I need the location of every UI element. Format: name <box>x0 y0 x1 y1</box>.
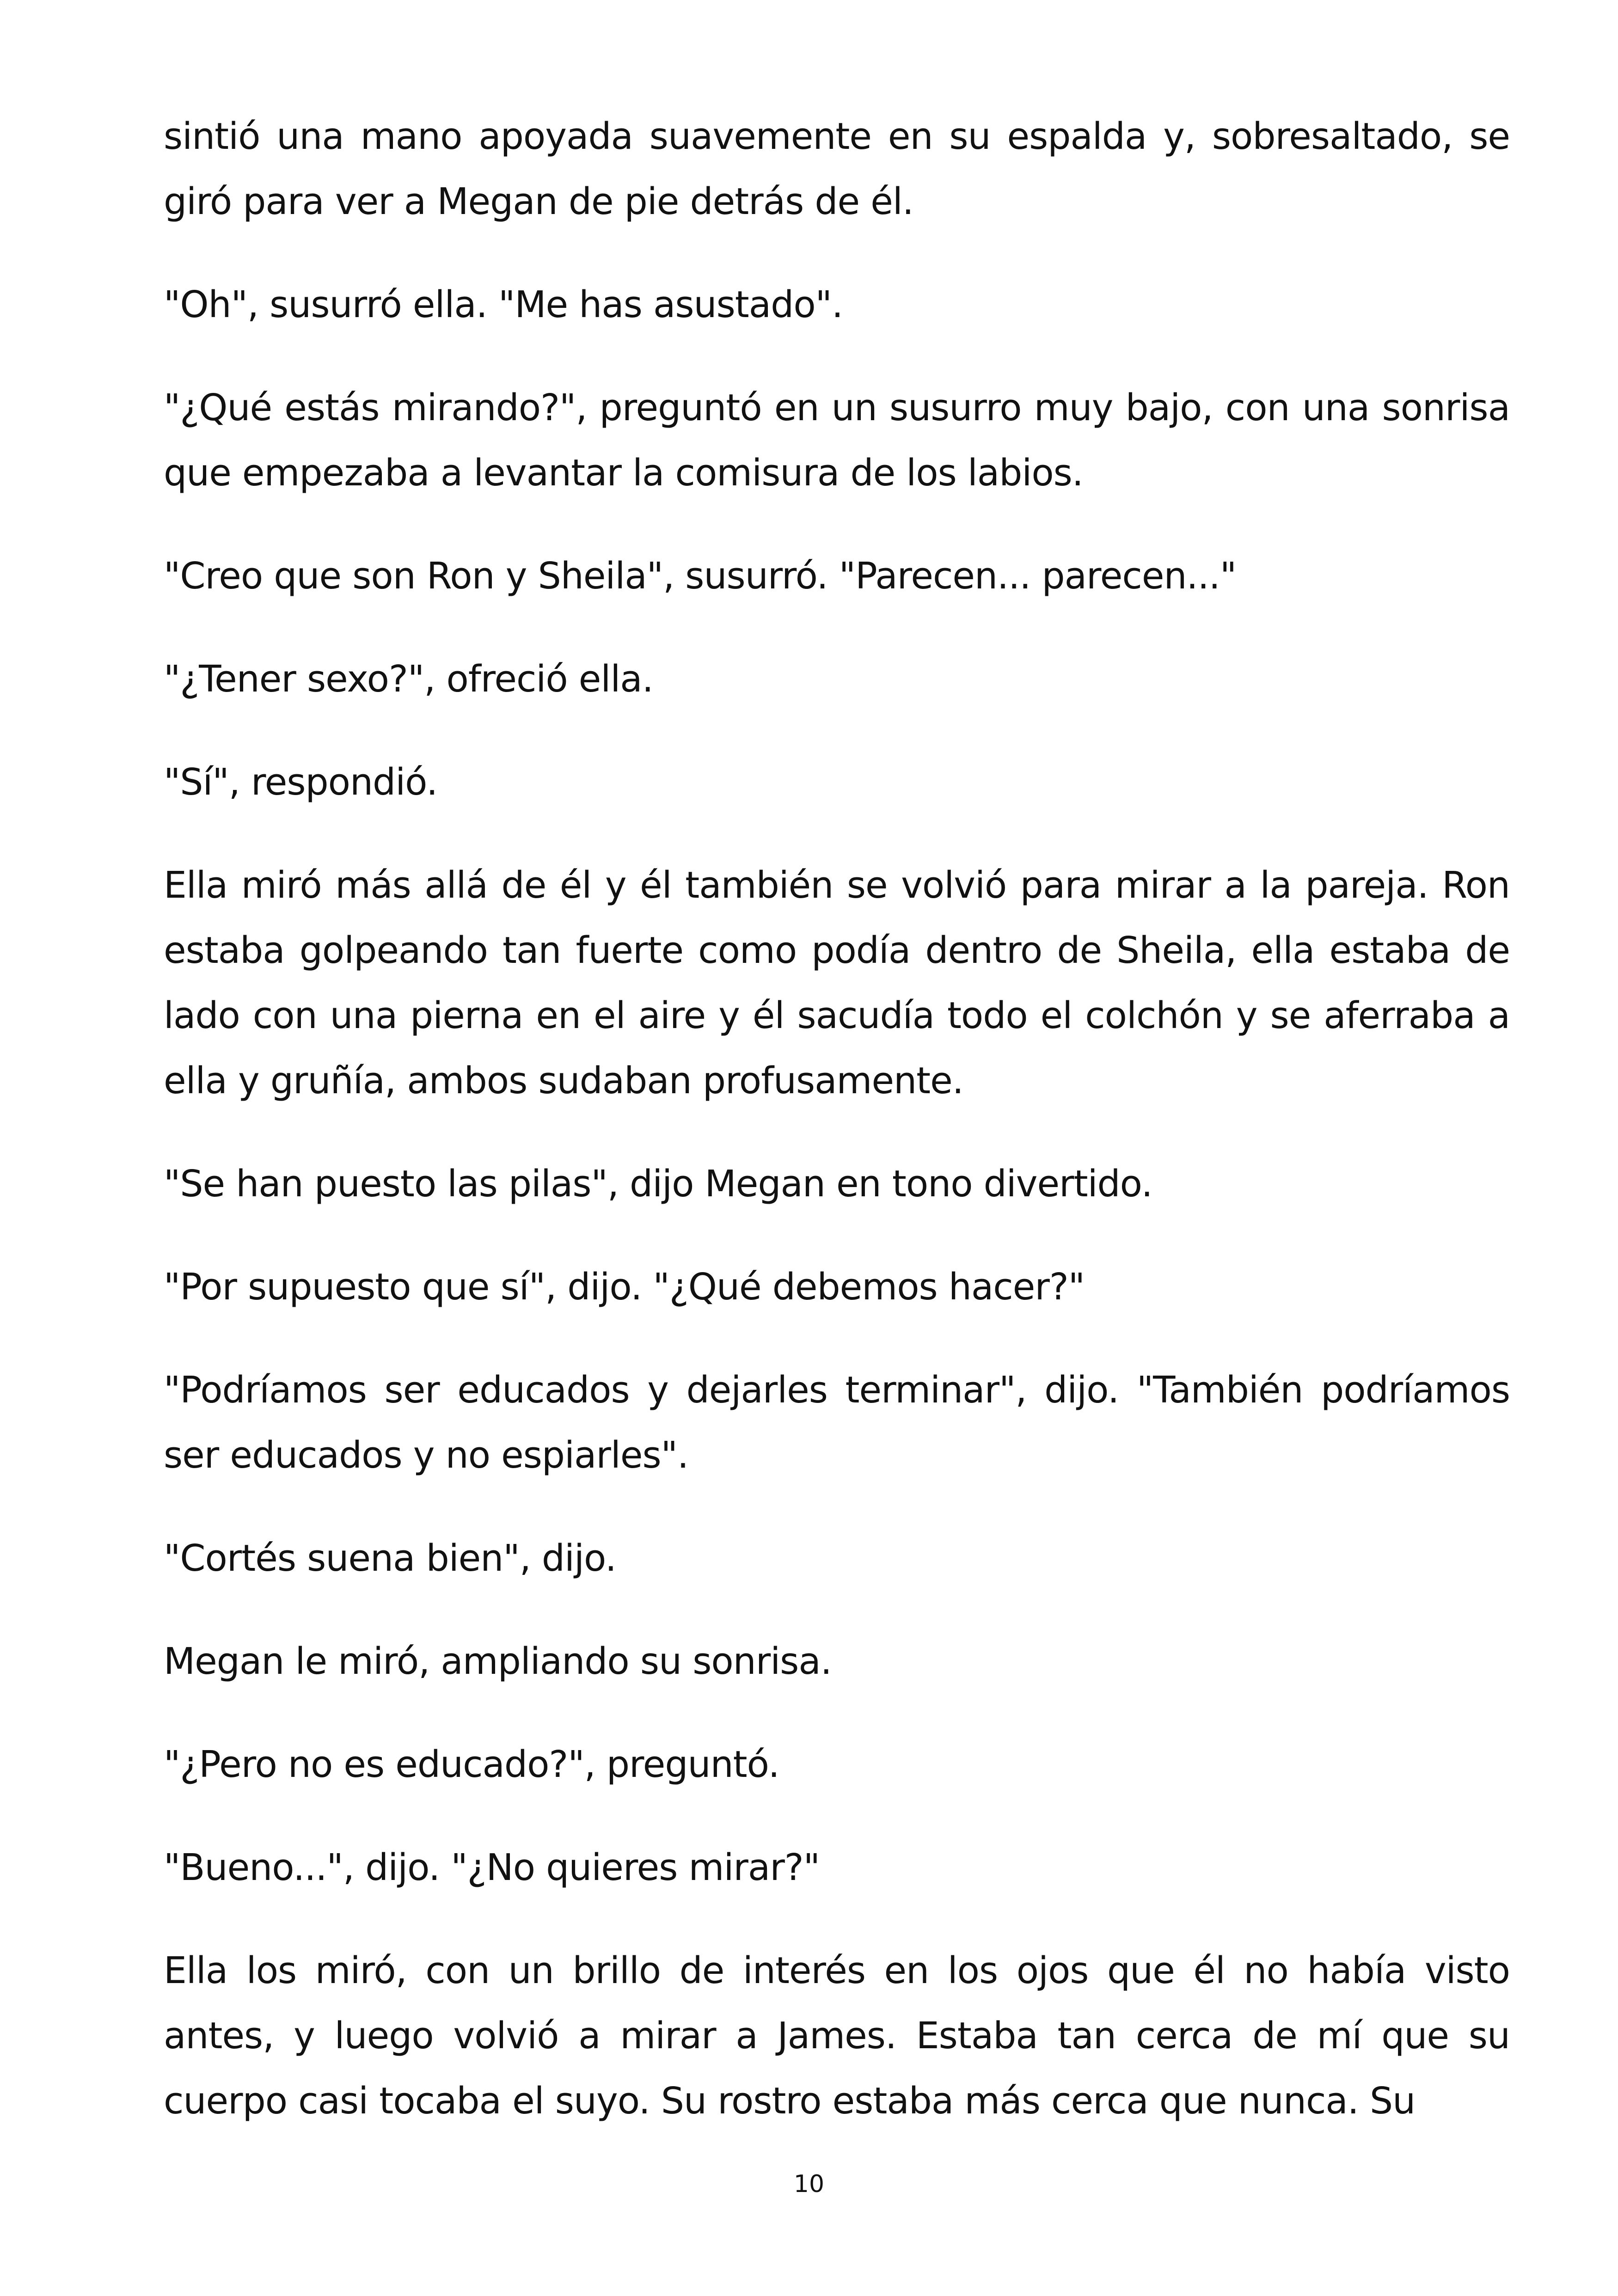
paragraph: "Oh", susurró ella. "Me has asustado". <box>164 283 843 326</box>
paragraph: "Por supuesto que sí", dijo. "¿Qué debemos hacer?" <box>164 1266 1085 1308</box>
paragraph: Megan le miró, ampliando su sonrisa. <box>164 1640 832 1683</box>
paragraph: "Creo que son Ron y Sheila", susurró. "Parecen... parecen..." <box>164 555 1237 597</box>
paragraph: Ella los miró, con un brillo de interés en los ojos que él no había visto antes, y luego volvió a mirar a James. Estaba tan cerca de mí que su cuerpo casi tocaba el suyo. Su rostro estaba más cerca que nunca. Su <box>164 1949 1510 2122</box>
paragraph: Ella miró más allá de él y él también se volvió para mirar a la pareja. Ron estaba golpeando tan fuerte como podía dentro de Sheila, ella estaba de lado con una pierna en el aire y él sacudía todo el colchón y se aferraba a ella y gruñía, ambos sudaban profusamente. <box>164 864 1510 1102</box>
page-number: 10 <box>793 2170 825 2198</box>
paragraph: "Podríamos ser educados y dejarles terminar", dijo. "También podríamos ser educados y no espiarles". <box>164 1369 1510 1476</box>
paragraph: "¿Tener sexo?", ofreció ella. <box>164 658 653 700</box>
paragraph: "Cortés suena bien", dijo. <box>164 1537 617 1580</box>
paragraph: "Bueno...", dijo. "¿No quieres mirar?" <box>164 1846 820 1889</box>
paragraph: sintió una mano apoyada suavemente en su espalda y, sobresaltado, se giró para ver a Megan de pie detrás de él. <box>164 115 1510 223</box>
paragraph: "¿Pero no es educado?", preguntó. <box>164 1743 779 1786</box>
paragraph: "¿Qué estás mirando?", preguntó en un susurro muy bajo, con una sonrisa que empezaba a levantar la comisura de los labios. <box>164 386 1510 494</box>
paragraph: "Se han puesto las pilas", dijo Megan en tono divertido. <box>164 1163 1152 1205</box>
paragraph: "Sí", respondió. <box>164 761 438 803</box>
body-text <box>164 104 1510 2172</box>
